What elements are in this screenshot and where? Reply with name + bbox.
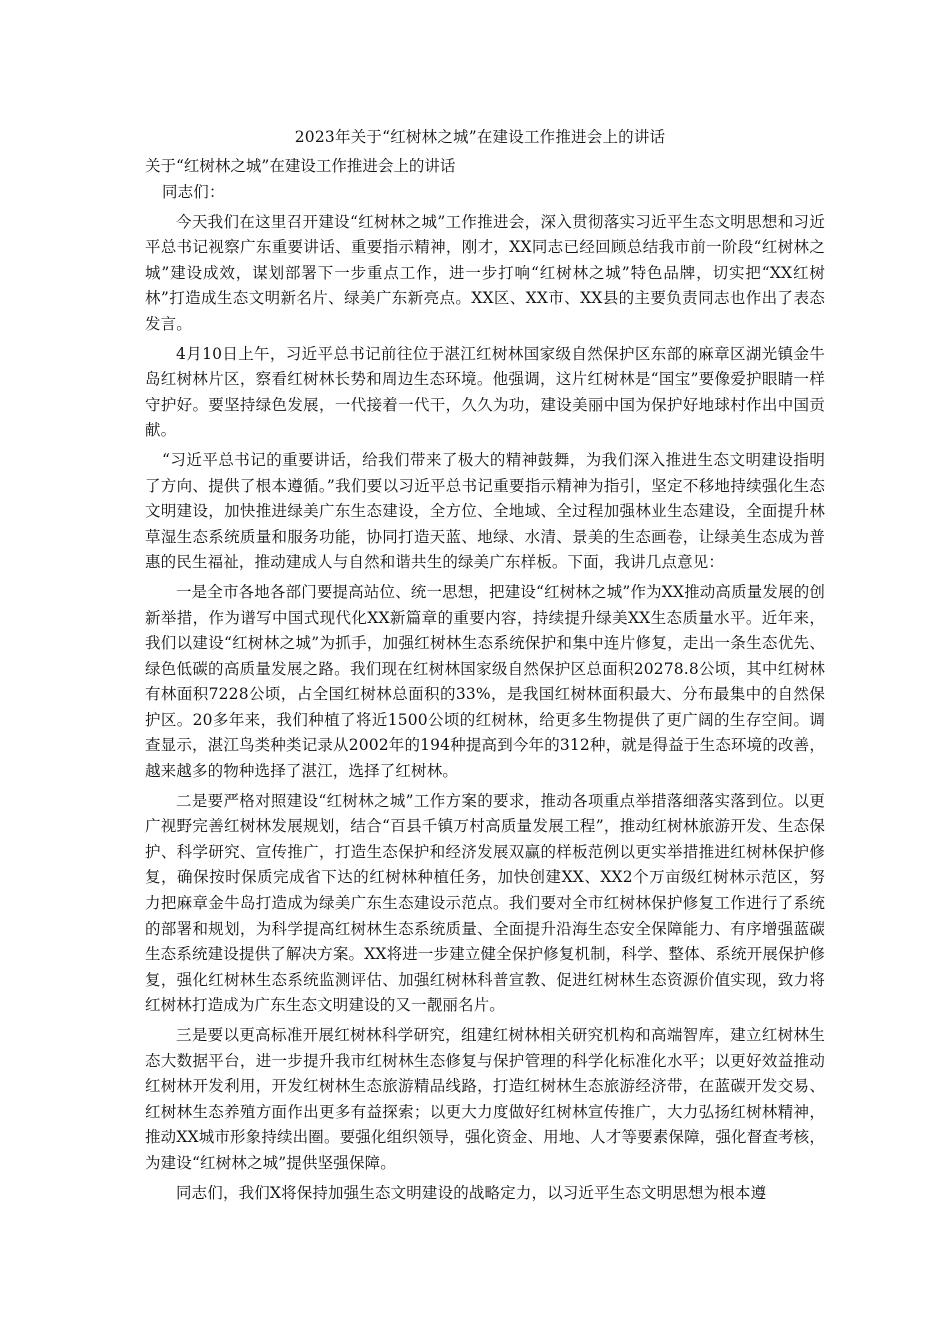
paragraph-1: 今天我们在这里召开建设“红树林之城”工作推进会，深入贯彻落实习近平生态文明思想和习近平总书记视察广东重要讲话、重要指示精神，刚才，XX同志已经回顾总结我市前一阶段“红树林之城”建设成效，谋划部署下一步重点工作，进一步打响“红树林之城”特色品牌，切实把“XX红树林”打造成生态文明新名片、绿美广东新亮点。XX区、XX市、XX县的主要负责同志也作出了表态发言。 (145, 212, 825, 333)
document-subtitle: 关于“红树林之城”在建设工作推进会上的讲话 (145, 157, 456, 175)
paragraph-6: 三是要以更高标准开展红树林科学研究，组建红树林相关研究机构和高端智库，建立红树林生态大数据平台，进一步提升我市红树林生态修复与保护管理的科学化标准化水平；以更好效益推动红树林开发利用，开发红树林生态旅游精品线路，打造红树林生态旅游经济带，在蓝碳开发交易、红树林生态养殖方面作出更多有益探索；以更大力度做好红树林宣传推广，大力弘扬红树林精神，推动XX城市形象持续出圈。要强化组织领导，强化资金、用地、人才等要素保障，强化督查考核，为建设“红树林之城”提供坚强保障。 (145, 1026, 825, 1172)
greeting: 同志们： (162, 183, 225, 201)
paragraph-3: “习近平总书记的重要讲话，给我们带来了极大的精神鼓舞，为我们深入推进生态文明建设指明了方向、提供了根本遵循。”我们要以习近平总书记重要指示精神为指引，坚定不移地持续强化生态文明建设，加快推进绿美广东生态建设，全方位、全地域、全过程加强林业生态建设，全面提升林草湿生态系统质量和服务功能，协同打造天蓝、地绿、水清、景美的生态画卷，让绿美生态成为普惠的民生福祉，推动建成人与自然和谐共生的绿美广东样板。下面，我讲几点意见： (145, 450, 825, 572)
paragraph-4: 一是全市各地各部门要提高站位、统一思想，把建设“红树林之城”作为XX推动高质量发展的创新举措，作为谱写中国式现代化XX新篇章的重要内容，持续提升绿美XX生态质量水平。近年来，我们以建设“红树林之城”为抓手，加强红树林生态系统保护和集中连片修复，走出一条生态优先、绿色低碳的高质量发展之路。我们现在红树林国家级自然保护区总面积20278.8公顷，其中红树林有林面积7228公顷，占全国红树林总面积的33%，是我国红树林面积最大、分布最集中的自然保护区。20多年来，我们种植了将近1500公顷的红树林，给更多生物提供了更广阔的生存空间。调查显示，湛江鸟类种类记录从2002年的194种提高到今年的312种，就是得益于生态环境的改善，越来越多的物种选择了湛江，选择了红树林。 (145, 582, 825, 781)
paragraph-5: 二是要严格对照建设“红树林之城”工作方案的要求，推动各项重点举措落细落实落到位。以更广视野完善红树林发展规划，结合“百县千镇万村高质量发展工程”，推动红树林旅游开发、生态保护、科学研究、宣传推广，打造生态保护和经济发展双赢的样板范例以更实举措推进红树林保护修复，确保按时保质完成省下达的红树林种植任务，加快创建XX、XX2个万亩级红树林示范区，努力把麻章金牛岛打造成为绿美广东生态建设示范点。我们要对全市红树林保护修复工作进行了系统的部署和规划，为科学提高红树林生态系统质量、全面提升沿海生态安全保障能力、有序增强蓝碳生态系统建设提供了解决方案。XX将进一步建立健全保护修复机制，科学、整体、系统开展保护修复，强化红树林生态系统监测评估、加强红树林科普宣教、促进红树林生态资源价值实现，致力将红树林打造成为广东生态文明建设的又一靓丽名片。 (145, 791, 825, 1015)
document-body (145, 122, 825, 1206)
document-title: 2023年关于“红树林之城”在建设工作推进会上的讲话 (294, 128, 666, 146)
paragraph-2: 4月10日上午，习近平总书记前往位于湛江红树林国家级自然保护区东部的麻章区湖光镇金牛岛红树林片区，察看红树林长势和周边生态环境。他强调，这片红树林是“国宝”要像爱护眼睛一样守护好。要坚持绿色发展，一代接着一代干，久久为功，建设美丽中国为保护好地球村作出中国贡献。 (145, 344, 825, 440)
paragraph-7: 同志们，我们X将保持加强生态文明建设的战略定力，以习近平生态文明思想为根本遵 (176, 1183, 767, 1202)
